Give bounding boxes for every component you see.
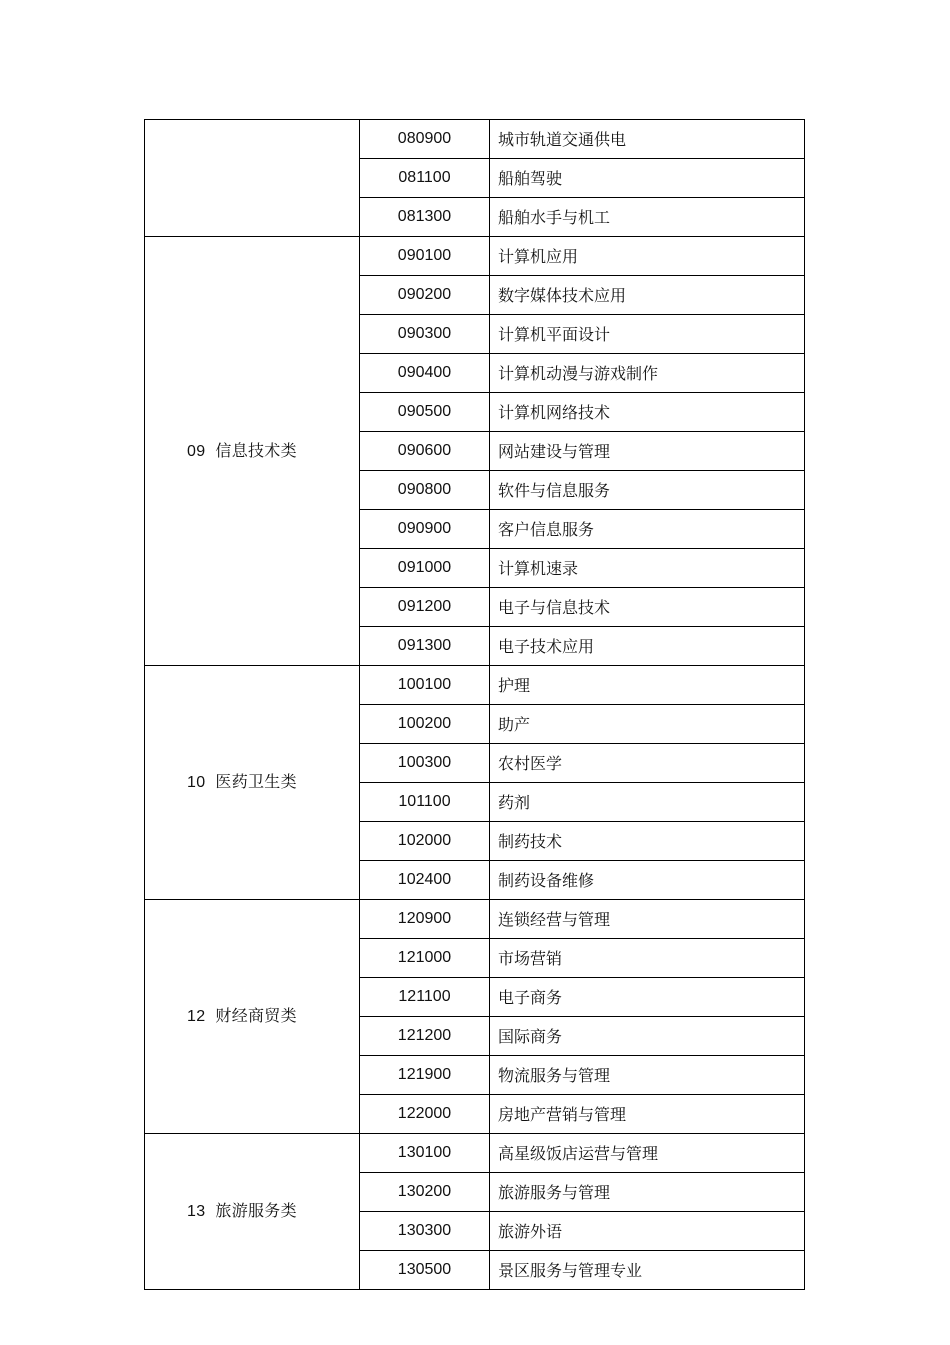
category-code: 10 (187, 774, 206, 791)
major-code: 121200 (360, 1017, 490, 1056)
major-name: 数字媒体技术应用 (490, 276, 805, 315)
major-name: 计算机速录 (490, 549, 805, 588)
major-name: 农村医学 (490, 744, 805, 783)
major-code: 091000 (360, 549, 490, 588)
major-code: 120900 (360, 900, 490, 939)
category-code: 13 (187, 1203, 206, 1220)
table-row (145, 120, 805, 159)
major-name: 护理 (490, 666, 805, 705)
major-name: 计算机平面设计 (490, 315, 805, 354)
major-code: 100100 (360, 666, 490, 705)
major-code: 081100 (360, 159, 490, 198)
major-code: 121100 (360, 978, 490, 1017)
category-name: 旅游服务类 (215, 1201, 297, 1220)
major-name: 客户信息服务 (490, 510, 805, 549)
major-name: 物流服务与管理 (490, 1056, 805, 1095)
major-name: 船舶水手与机工 (490, 198, 805, 237)
major-name: 城市轨道交通供电 (490, 120, 805, 159)
category-name: 信息技术类 (215, 440, 297, 460)
major-name: 房地产营销与管理 (490, 1095, 805, 1134)
table-row (145, 666, 805, 705)
major-catalog-table (144, 119, 805, 1290)
major-code: 121000 (360, 939, 490, 978)
category-cell-empty (145, 120, 360, 237)
major-name: 高星级饭店运营与管理 (490, 1134, 805, 1173)
major-code: 100300 (360, 744, 490, 783)
major-name: 连锁经营与管理 (490, 900, 805, 939)
table-row (145, 237, 805, 276)
major-name: 计算机应用 (490, 237, 805, 276)
major-name: 旅游服务与管理 (490, 1173, 805, 1212)
table-row (145, 900, 805, 939)
category-code: 12 (187, 1008, 206, 1025)
major-code: 080900 (360, 120, 490, 159)
major-code: 130200 (360, 1173, 490, 1212)
major-name: 制药设备维修 (490, 861, 805, 900)
major-code: 090200 (360, 276, 490, 315)
major-code: 100200 (360, 705, 490, 744)
major-code: 090100 (360, 237, 490, 276)
major-name: 助产 (490, 705, 805, 744)
major-name: 电子与信息技术 (490, 588, 805, 627)
major-code: 090800 (360, 471, 490, 510)
major-code: 081300 (360, 198, 490, 237)
major-name: 药剂 (490, 783, 805, 822)
major-name: 旅游外语 (490, 1212, 805, 1251)
major-code: 091300 (360, 627, 490, 666)
category-code: 09 (187, 442, 206, 460)
major-catalog-body (145, 120, 805, 1290)
major-code: 101100 (360, 783, 490, 822)
major-code: 122000 (360, 1095, 490, 1134)
major-name: 市场营销 (490, 939, 805, 978)
category-name: 财经商贸类 (215, 1006, 297, 1025)
major-code: 130300 (360, 1212, 490, 1251)
major-code: 121900 (360, 1056, 490, 1095)
major-name: 国际商务 (490, 1017, 805, 1056)
major-code: 102400 (360, 861, 490, 900)
category-cell (145, 1134, 360, 1290)
major-name: 网站建设与管理 (490, 432, 805, 471)
major-code: 091200 (360, 588, 490, 627)
category-cell (145, 237, 360, 666)
major-code: 090500 (360, 393, 490, 432)
major-code: 090400 (360, 354, 490, 393)
major-code: 090600 (360, 432, 490, 471)
major-name: 景区服务与管理专业 (490, 1251, 805, 1290)
major-name: 计算机动漫与游戏制作 (490, 354, 805, 393)
category-cell (145, 666, 360, 900)
major-name: 电子商务 (490, 978, 805, 1017)
major-code: 090900 (360, 510, 490, 549)
category-name: 医药卫生类 (215, 772, 297, 791)
major-name: 船舶驾驶 (490, 159, 805, 198)
table-row (145, 1134, 805, 1173)
major-name: 制药技术 (490, 822, 805, 861)
major-code: 102000 (360, 822, 490, 861)
major-code: 130500 (360, 1251, 490, 1290)
major-name: 软件与信息服务 (490, 471, 805, 510)
major-name: 计算机网络技术 (490, 393, 805, 432)
major-code: 130100 (360, 1134, 490, 1173)
category-cell (145, 900, 360, 1134)
major-code: 090300 (360, 315, 490, 354)
major-name: 电子技术应用 (490, 627, 805, 666)
